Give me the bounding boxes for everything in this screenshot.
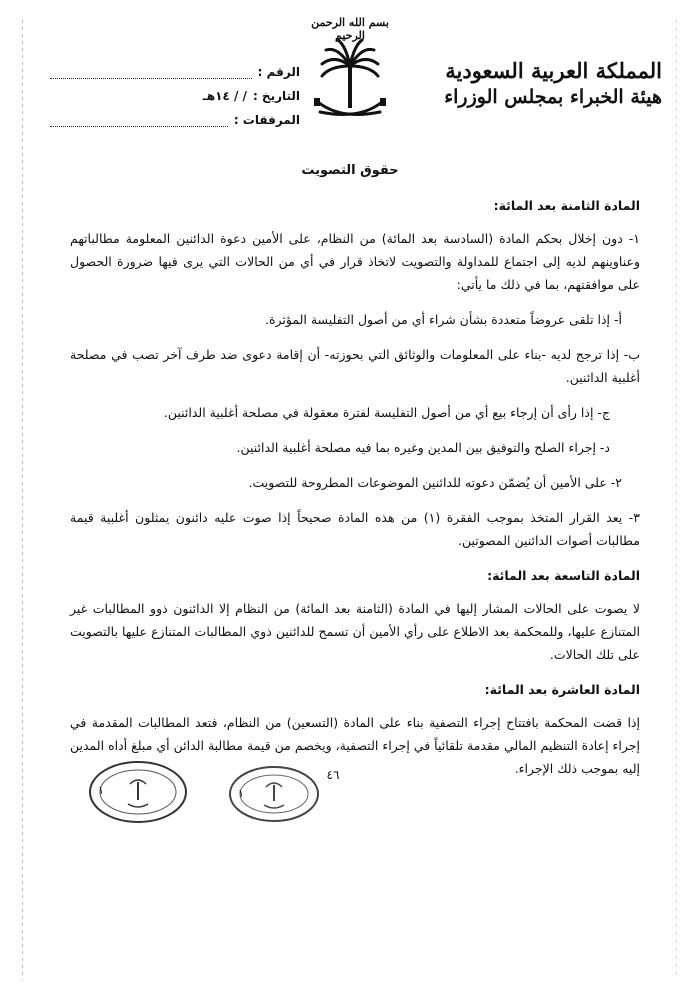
reference-block: [50, 55, 300, 127]
ref-number-label: الرقم :: [257, 65, 300, 79]
article-108-para-2: ٢- على الأمين أن يُضمّن دعوته للدائنين الموضوعات المطروحة للتصويت.: [248, 475, 622, 490]
article-108-item-d: د- إجراء الصلح والتوفيق بين المدين وغيره بما فيه مصلحة أغلبية الدائنين.: [236, 440, 610, 455]
document-title: حقوق التصويت: [301, 163, 399, 178]
article-108-heading: المادة الثامنة بعد المائة:: [493, 198, 640, 213]
article-110-para-1: إذا قضت المحكمة بافتتاح إجراء التصفية بناء على المادة (التسعين) من النظام، فتعد المطالبات المقدمة في إجراء إعادة التنظيم المالي مقدمة تلقائياً في إجراء التصفية، ويخصم من قيمة مطالبة الدائن أي مبلغ أداه المدين إليه بموجب ذلك الإجراء.: [70, 715, 640, 776]
attachments-row: [50, 103, 300, 127]
scan-edge-right: [676, 20, 677, 980]
saudi-emblem: [300, 16, 400, 131]
document-body: [70, 190, 640, 792]
article-109-para-1: لا يصوت على الحالات المشار إليها في المادة (الثامنة بعد المائة) من النظام إلا الدائنون ذوو المطالبات غير المتنازع عليها، وللمحكمة بعد الاطلاع على رأي الأمين أن تسمح للدائنين ذوي المطالبات المتنازع عليها بالتصويت على تلك الحالات.: [70, 601, 640, 662]
article-108-item-a: أ- إذا تلقى عروضاً متعددة بشأن شراء أي من أصول التفليسة المؤثرة.: [265, 312, 622, 327]
attachments-line: [50, 114, 228, 127]
article-108-item-b: ب- إذا ترجح لديه -بناء على المعلومات والوثائق التي بحوزته- أن إقامة دعوى ضد طرف آخر تصب في مصلحة أغلبية الدائنين.: [70, 347, 640, 385]
article-108-para-3: ٣- يعد القرار المتخذ بموجب الفقرة (١) من هذه المادة صحيحاً إذا صوت عليه دائنون يمثلون أغلبية قيمة مطالبات أصوات الدائنين المصوتين.: [70, 510, 640, 548]
page-number: ٤٦: [326, 768, 340, 782]
basmala: بسم الله الرحمن الرحيم: [311, 16, 389, 42]
official-stamp-right: [228, 765, 320, 823]
org-name-line1: المملكة العربية السعودية: [445, 58, 662, 83]
article-108-item-c: ج- إذا رأى أن إرجاء بيع أي من أصول التفليسة لفترة معقولة في مصلحة أغلبية الدائنين.: [163, 405, 610, 420]
palm-swords-icon: [300, 16, 400, 131]
scan-edge-left: [22, 20, 23, 980]
ref-number-row: [50, 55, 300, 79]
stamp-left-number: ١: [98, 784, 104, 797]
article-109-heading: المادة التاسعة بعد المائة:: [487, 568, 640, 583]
stamp-right-number: ١: [238, 787, 244, 800]
org-name-line2: هيئة الخبراء بمجلس الوزراء: [444, 86, 662, 108]
organization-header: [430, 58, 662, 110]
date-row: [50, 79, 300, 103]
article-110-heading: المادة العاشرة بعد المائة:: [484, 682, 640, 697]
ref-number-line: [50, 66, 252, 79]
attachments-label: المرفقات :: [233, 113, 300, 127]
date-label: التاريخ :: [252, 89, 300, 103]
official-stamp-left: [88, 760, 188, 824]
date-value: / / ١٤هـ: [202, 89, 247, 103]
article-108-para-1: ١- دون إخلال بحكم المادة (السادسة بعد المائة) من النظام، على الأمين دعوة الدائنين المعلومة مطالباتهم وعناوينهم لديه إلى اجتماع للمداولة والتصويت لاتخاذ قرار في أي من الحالات التي يرى فيها ضرورة الحصول على موافقتهم، بما في ذلك ما يأتي:: [70, 231, 640, 292]
